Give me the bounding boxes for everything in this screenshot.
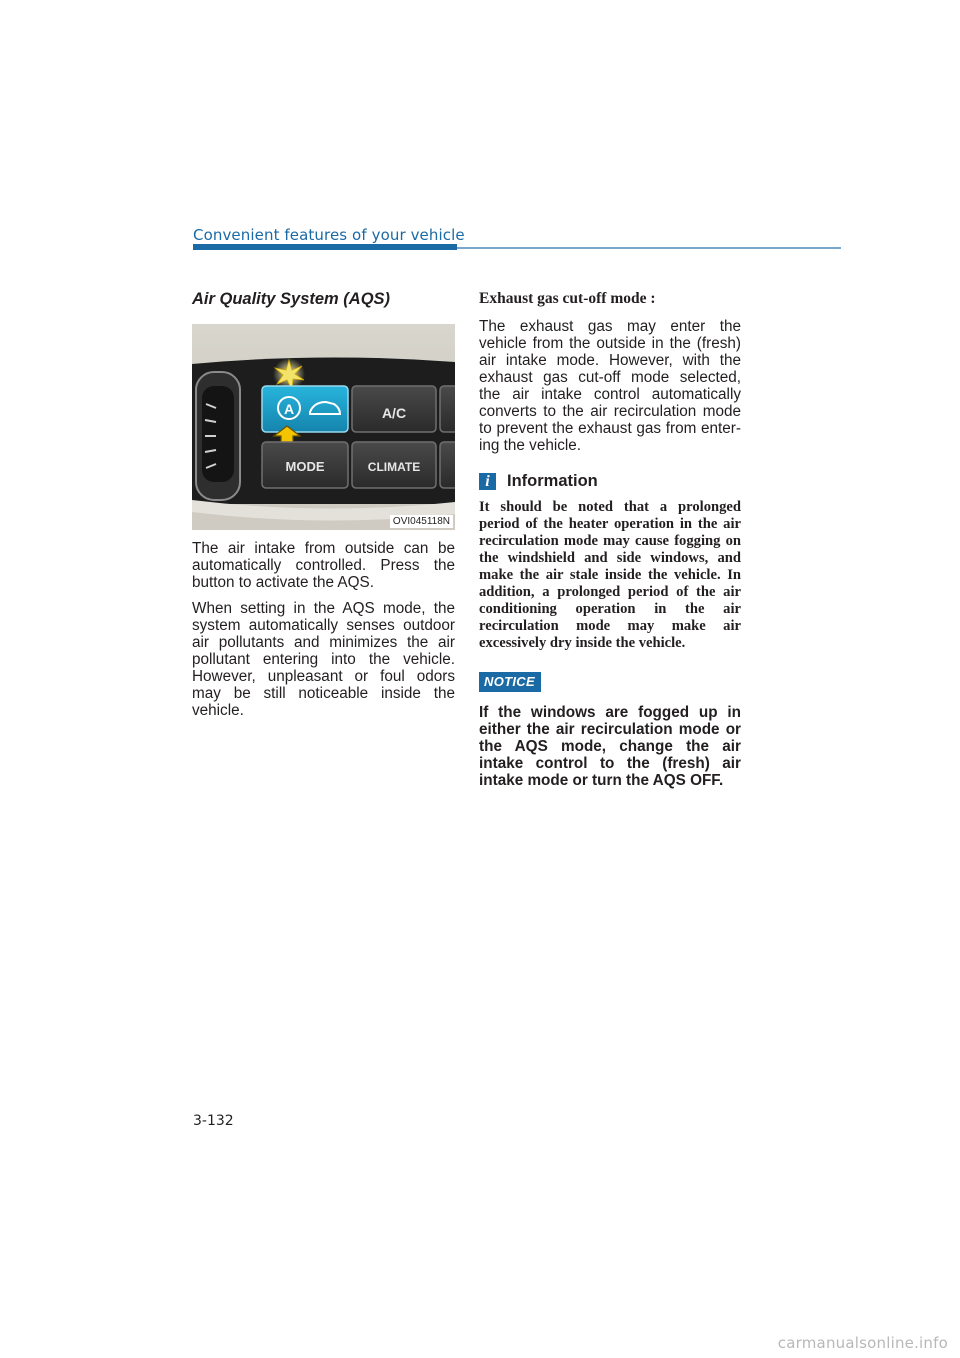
svg-text:A: A — [284, 401, 295, 417]
header-title: Convenient features of your vehicle — [193, 226, 465, 244]
aqs-control-panel-figure — [192, 324, 455, 530]
control-panel-illustration — [192, 324, 455, 530]
mode-button-label: MODE — [285, 459, 325, 474]
climate-button-label: CLIMATE — [367, 460, 421, 474]
ac-button-label: A/C — [381, 405, 407, 421]
left-column — [192, 290, 455, 728]
information-text: It should be noted that a prolonged period of the heater operation in the air recirculation mode may cause fogging on the windshield and side windows, and make the air stale inside the vehicle. In addition, a prolonged period of the air conditioning operation in the air recirculation mode may make air excessively dry inside the vehicle. — [479, 499, 741, 651]
notice-text: If the windows are fogged up in either the air recirculation mode or the AQS mode, change the air intake control to the (fresh) air intake mode or turn the AQS OFF. — [479, 704, 741, 789]
header-rule-thin — [457, 247, 841, 249]
aqs-button — [262, 386, 348, 432]
section-title: Air Quality System (AQS) — [192, 290, 391, 308]
aqs-detail-paragraph: When setting in the AQS mode, the system automatically senses outdoor air pollutants and minimizes the air pollutant entering into the vehicle. However, unpleasant or foul odors may be still noticeable inside the vehicle. — [192, 600, 455, 719]
exhaust-mode-paragraph: The exhaust gas may enter the vehicle from the outside in the (fresh) air intake mode. However, with the exhaust gas cut-off mode selected, the air intake control automatically converts to the air recirculation mode to prevent the exhaust gas from entering the vehicle. — [479, 318, 741, 454]
header-rule-thick — [193, 244, 457, 250]
watermark: carmanualsonline.info — [777, 1334, 948, 1352]
exhaust-mode-title: Exhaust gas cut-off mode : — [479, 290, 656, 307]
right-column — [479, 290, 741, 789]
aqs-intro-paragraph: The air intake from outside can be automatically controlled. Press the button to activate the AQS. — [192, 540, 455, 591]
information-heading — [479, 472, 741, 491]
notice-badge: NOTICE — [479, 672, 541, 692]
information-icon: i — [479, 473, 496, 490]
page-number: 3-132 — [193, 1113, 234, 1129]
information-label: Information — [507, 472, 598, 490]
figure-code: OVI045118N — [390, 515, 453, 528]
